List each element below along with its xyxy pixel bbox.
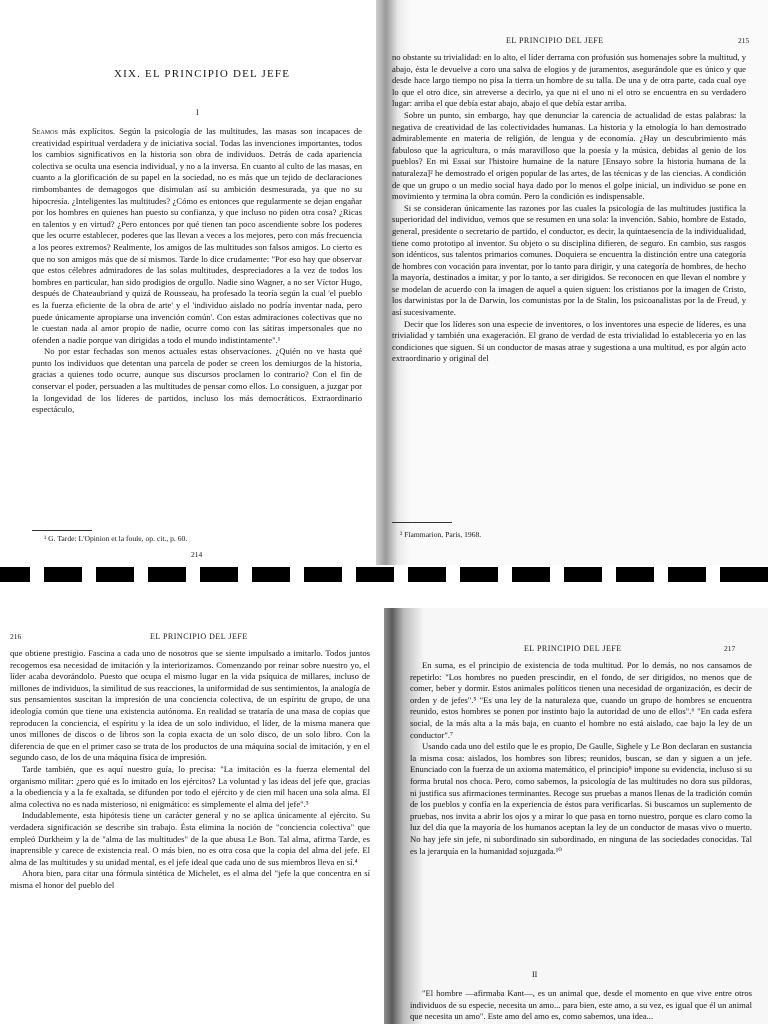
separator-dash	[96, 567, 134, 582]
paragraph: Tarde también, que es aquí nuestro guía, lo precisa: "La imitación es la fuerza elemental del organismo militar: ¿pero qué es lo imitado en los ejércitos? La voluntad y las ideas del jefe que, gracias a la obediencia y a la fe exaltada, se difunden por todo el ejército y de cien mil hacen una sola alma. El alma colectiva no es nada misterioso, ni enigmático: es simplemente el alma del jefe".³	[10, 763, 370, 809]
paragraph: No por estar fechadas son menos actuales estas observaciones. ¿Quién no ve hasta qué punto los individuos que detentan una parcela de poder se creen los demiurgos de la historia, gracias a quienes todo ocurre, aunque sus discursos proclamen lo contrario? Con el fin de conservar el poder, persuaden a las multitudes de pensar como ellos. Lo consiguen, a juzgar por la longevidad de los líderes de partidos, incluso los más democráticos. Extraordinario espectáculo,	[32, 346, 362, 415]
body-text	[392, 52, 746, 365]
paragraph: Ahora bien, para citar una fórmula sintética de Michelet, es el alma del "jefe la que concentra en sí misma el honor del pueblo del	[10, 868, 370, 890]
separator-dash	[668, 567, 706, 582]
paragraph: que obtiene prestigio. Fascina a cada uno de nosotros que se siente impulsado a imitarlo. Todos juntos recogemos esa necesidad de imitación y la interiorizamos. Comenzando por reinar sobre nuestro yo, el líder acaba devorándolo. Puesto que ocupa el mismo lugar en la vida psíquica de millares, incluso de millones de individuos, la similitud de sus reacciones, la uniformidad de sus sentimientos, la analogía de sus pensamientos suscitan la impresión de una conciencia colectiva, de un espíritu de grupo, de una ideología común que tiene una existencia autónoma. En realidad se trataría de una masa de copias que reproducen la conciencia, el espíritu y la idea de un solo individuo, el líder, de la misma manera que unos millones de discos o de libros son la copia exacta de un solo disco, de un solo libro. Con la diferencia de que en el primer caso se trata de los productos de una máquina social de imitación, y en el segundo caso, de los de una máquina física de impresión.	[10, 648, 370, 763]
footnote: ² Flammarion, París, 1968.	[400, 530, 482, 539]
separator-dash	[0, 567, 30, 582]
page-216	[0, 608, 384, 1024]
paragraph: En suma, es el principio de existencia de toda multitud. Por lo demás, no nos cansamos de repetirlo: "Los hombres no pueden prescindir, en el fondo, de ser dirigidos, no menos que de comer, beber y dormir. Estos animales políticos tienen una necesidad de organización, es decir de orden y de jefes".⁵ "Es una ley de la naturaleza que, cuando un grupo de hombres se encuentra reunido, estos hombres se ponen por instinto bajo la autoridad de uno de ellos".⁶ "En cada esfera social, de la más alta a la más baja, en cuanto el hombre no está aislado, cae bajo la ley de un conductor".⁷	[410, 660, 752, 740]
page-number: 214	[191, 550, 203, 559]
page-number: 217	[724, 644, 736, 653]
separator-dash	[720, 567, 768, 582]
separator-dash	[356, 567, 394, 582]
footnote: ¹ G. Tarde: L'Opinion et la foule, op. cit., p. 60.	[44, 534, 188, 543]
section-number: I	[196, 108, 199, 117]
paragraph: "El hombre —afirmaba Kant—, es un animal que, desde el momento en que vive entre otros individuos de su especie, necesita un amo... para bien, este amo, a su vez, es igual que él un animal que necesita un amo". Este amo del amo es, como sabemos, una idea...	[410, 988, 752, 1022]
body-text	[32, 126, 362, 416]
page-214	[0, 0, 376, 565]
chapter-title: XIX. EL PRINCIPIO DEL JEFE	[114, 68, 291, 80]
separator-dash	[616, 567, 654, 582]
paragraph: Sobre un punto, sin embargo, hay que denunciar la carencia de actualidad de estas palabras: la negativa de creatividad de las colectividades humanas. La historia y la etnología lo han demostrado admirablemente en materia de religión, de lengua y de economía. ¿Hay un descubrimiento más fabuloso que la agricultura, o más maravilloso que la poesía y la música, debidas al genio de los pueblos? En mi Essai sur l'histoire humaine de la nature [Ensayo sobre la historia humana de la naturaleza]² he demostrado el origen popular de las artes, de las técnicas y de las ciencias. A condición de que un grupo o un medio social haya dado por lo menos el golpe inicial, un individuo se pone en movimiento y termina la obra común. Pero la condición es indispensable.	[392, 109, 746, 202]
running-head: EL PRINCIPIO DEL JEFE	[506, 36, 604, 45]
running-head: EL PRINCIPIO DEL JEFE	[524, 644, 622, 653]
separator-dash	[148, 567, 186, 582]
separator-dash	[408, 567, 446, 582]
running-head: EL PRINCIPIO DEL JEFE	[150, 632, 248, 641]
paragraph: Indudablemente, esta hipótesis tiene un carácter general y no se aplica únicamente al ejército. Su verdadera significación se describe sin trabajo. Ésta elimina la noción de "conciencia colectiva" que empleó Durkheim y la de "alma de las multitudes" de la que abusa Le Bon. Tal alma, afirma Tarde, es inaprensible y carece de existencia real. O más bien, no es otra cosa que la copia del alma del jefe. El alma de las multitudes y su unidad mental, es el jefe ideal que cada uno de sus miembros lleva en sí.⁴	[10, 810, 370, 867]
page-215	[376, 0, 768, 565]
paragraph: Usando cada uno del estilo que le es propio, De Gaulle, Sighele y Le Bon declaran en sustancia la misma cosa: aislados, los hombres son libres; reunidos, buscan, se dan y siguen a un jefe. Enunciado con la fuerza de un axioma matemático, el principio⁸ impone su evidencia, incluso si su forma brutal nos choca. Pero, como sabemos, la psicología de las multitudes no dora sus píldoras, ni justifica sus afirmaciones terminantes. Recoge sus pruebas a manos llenas de la tradición común de los pueblos y confía en la experiencia de éstos para verificarlas. Si buscamos un suplemento de pruebas, nos invita a abrir los ojos y a mirar lo que pasa en torno nuestro, porque es claro como la luz del día que la mayoría de los humanos aceptan la ley de un conductor de masas vivo o muerto. No hay jefe sin jefe, ni subordinado sin subordinado, en ninguna de las sociedades conocidas. Tal es la jerarquía en la humanidad sojuzgada.¹⁰	[410, 741, 752, 856]
separator-dash	[200, 567, 238, 582]
paragraph: Si se consideran únicamente las razones por las cuales la psicología de las multitudes justifica la superioridad del individuo, vemos que se resumen en una sola: la invención. Sabio, hombre de Estado, general, presidente o secretario de partido, el conductor, es decir, la quintaesencia de la individualidad, tiene como prototipo al inventor. Su objeto o su disciplina difieren, de seguro. En cambio, sus rasgos son idénticos, sus talentos primarios comunes. Doquiera se encuentra la distinción entre una categoría de hombres con vocación para inventar, por lo tanto para dirigir, y una categoría de hombres, de hecho la mayoría, destinados a imitar, y por lo tanto, a ser dirigidos. Se reconocen en que llevan el nombre y se modelan de acuerdo con la imagen de aquel a quien siguen: los cristianos por la imagen de Cristo, los darwinistas por la de Darwin, los comunistas por la de Stalin, los psicoanalistas por la de Freud, y así sucesivamente.	[392, 202, 746, 318]
separator-dash	[252, 567, 290, 582]
separator-dash	[460, 567, 498, 582]
paragraph: no obstante su trivialidad: en lo alto, el líder derrama con profusión sus homenajes sobre la multitud, y abajo, ésta le devuelve a coro una salva de elogios y de juramentos, asegurándole que es único y que desde hace largo tiempo no pisa la tierra un hombre de su talla. De una y de otra parte, cada cual oye lo que el otro dice, sin atreverse a decirlo, ya que ni el uno ni el otro se encuentra en su verdadero lugar: arriba el que debía estar abajo, abajo el que debía estar arriba.	[392, 52, 746, 109]
separator-dash	[304, 567, 342, 582]
separator-dash	[44, 567, 82, 582]
page-number: 216	[10, 632, 22, 641]
footnote-rule	[32, 530, 92, 531]
paragraph: Decir que los líderes son una especie de inventores, o los inventores una especie de líderes, es una trivialidad y también una exageración. El grano de verdad de esta trivialidad lo estableceria yo en las condiciones que siguen. Si un conductor de masas atrae y sugestiona a una multitud, es por algún acto extraordinario y original del	[392, 318, 746, 364]
page-217	[384, 608, 768, 1024]
section-number: II	[532, 970, 538, 979]
body-text	[410, 988, 752, 1023]
paragraph: más explícitos. Según la psicología de las multitudes, las masas son incapaces de creatividad espiritual verdadera y de iniciativa social. Todas las invenciones importantes, todos los cambios significativos en la historia son obra de individuos. Detrás de cada apariencia colectiva se oculta una esencia individual, y no a la inversa. En cuanto al culto de las masas, en cuanto a la glorificación de su papel en la sociedad, no es más que un tejido de declaraciones rimbombantes de demagogos que disimulan así su ambición desmesurada, ya que no su hipocresía. ¿Inteligentes las multitudes? ¿Cómo es entonces que regularmente se dejan engañar por los hombres en quienes han puesto su confianza, y que incluso no piden otra cosa? ¿Ricas en talentos y en virtud? ¿Pero entonces por qué tienen tan poco ascendiente sobre los poderes que les ocurre establecer, poderes que las llevan a veces a los mejores, pero con más frecuencia a los peores extremos? Realmente, los amigos de las multitudes son falsos amigos. Lo cierto es que no son amigos más que de sí mismos. Tarde lo dice crudamente: "Por eso hay que observar que estos célebres admiradores de las solas multitudes, despreciadores a la vez de todos los hombres en particular, han sido prodigios de orgullo. Nadie sino Wagner, a no ser Víctor Hugo, después de Chateaubriand y quizá de Rousseau, ha profesado la teoría según la cual 'el pueblo es la fuerza eficiente de la obra de arte' y el 'individuo aislado no podría inventar nada, pero puede únicamente apropiarse una invención común'. Con estas admiraciones colectivas que no le cuestan nada al amor propio de nadie, ocurre como con las sátiras impersonales que no ofenden a nadie porque van dirigidas a todo el mundo indistintamente".¹	[32, 126, 362, 345]
page-number: 215	[738, 36, 750, 45]
lead-in: Seamos	[32, 126, 58, 136]
separator-dash	[512, 567, 550, 582]
body-text	[10, 648, 370, 891]
body-text	[410, 660, 752, 857]
footnote-rule	[392, 522, 452, 523]
separator-dash	[564, 567, 602, 582]
